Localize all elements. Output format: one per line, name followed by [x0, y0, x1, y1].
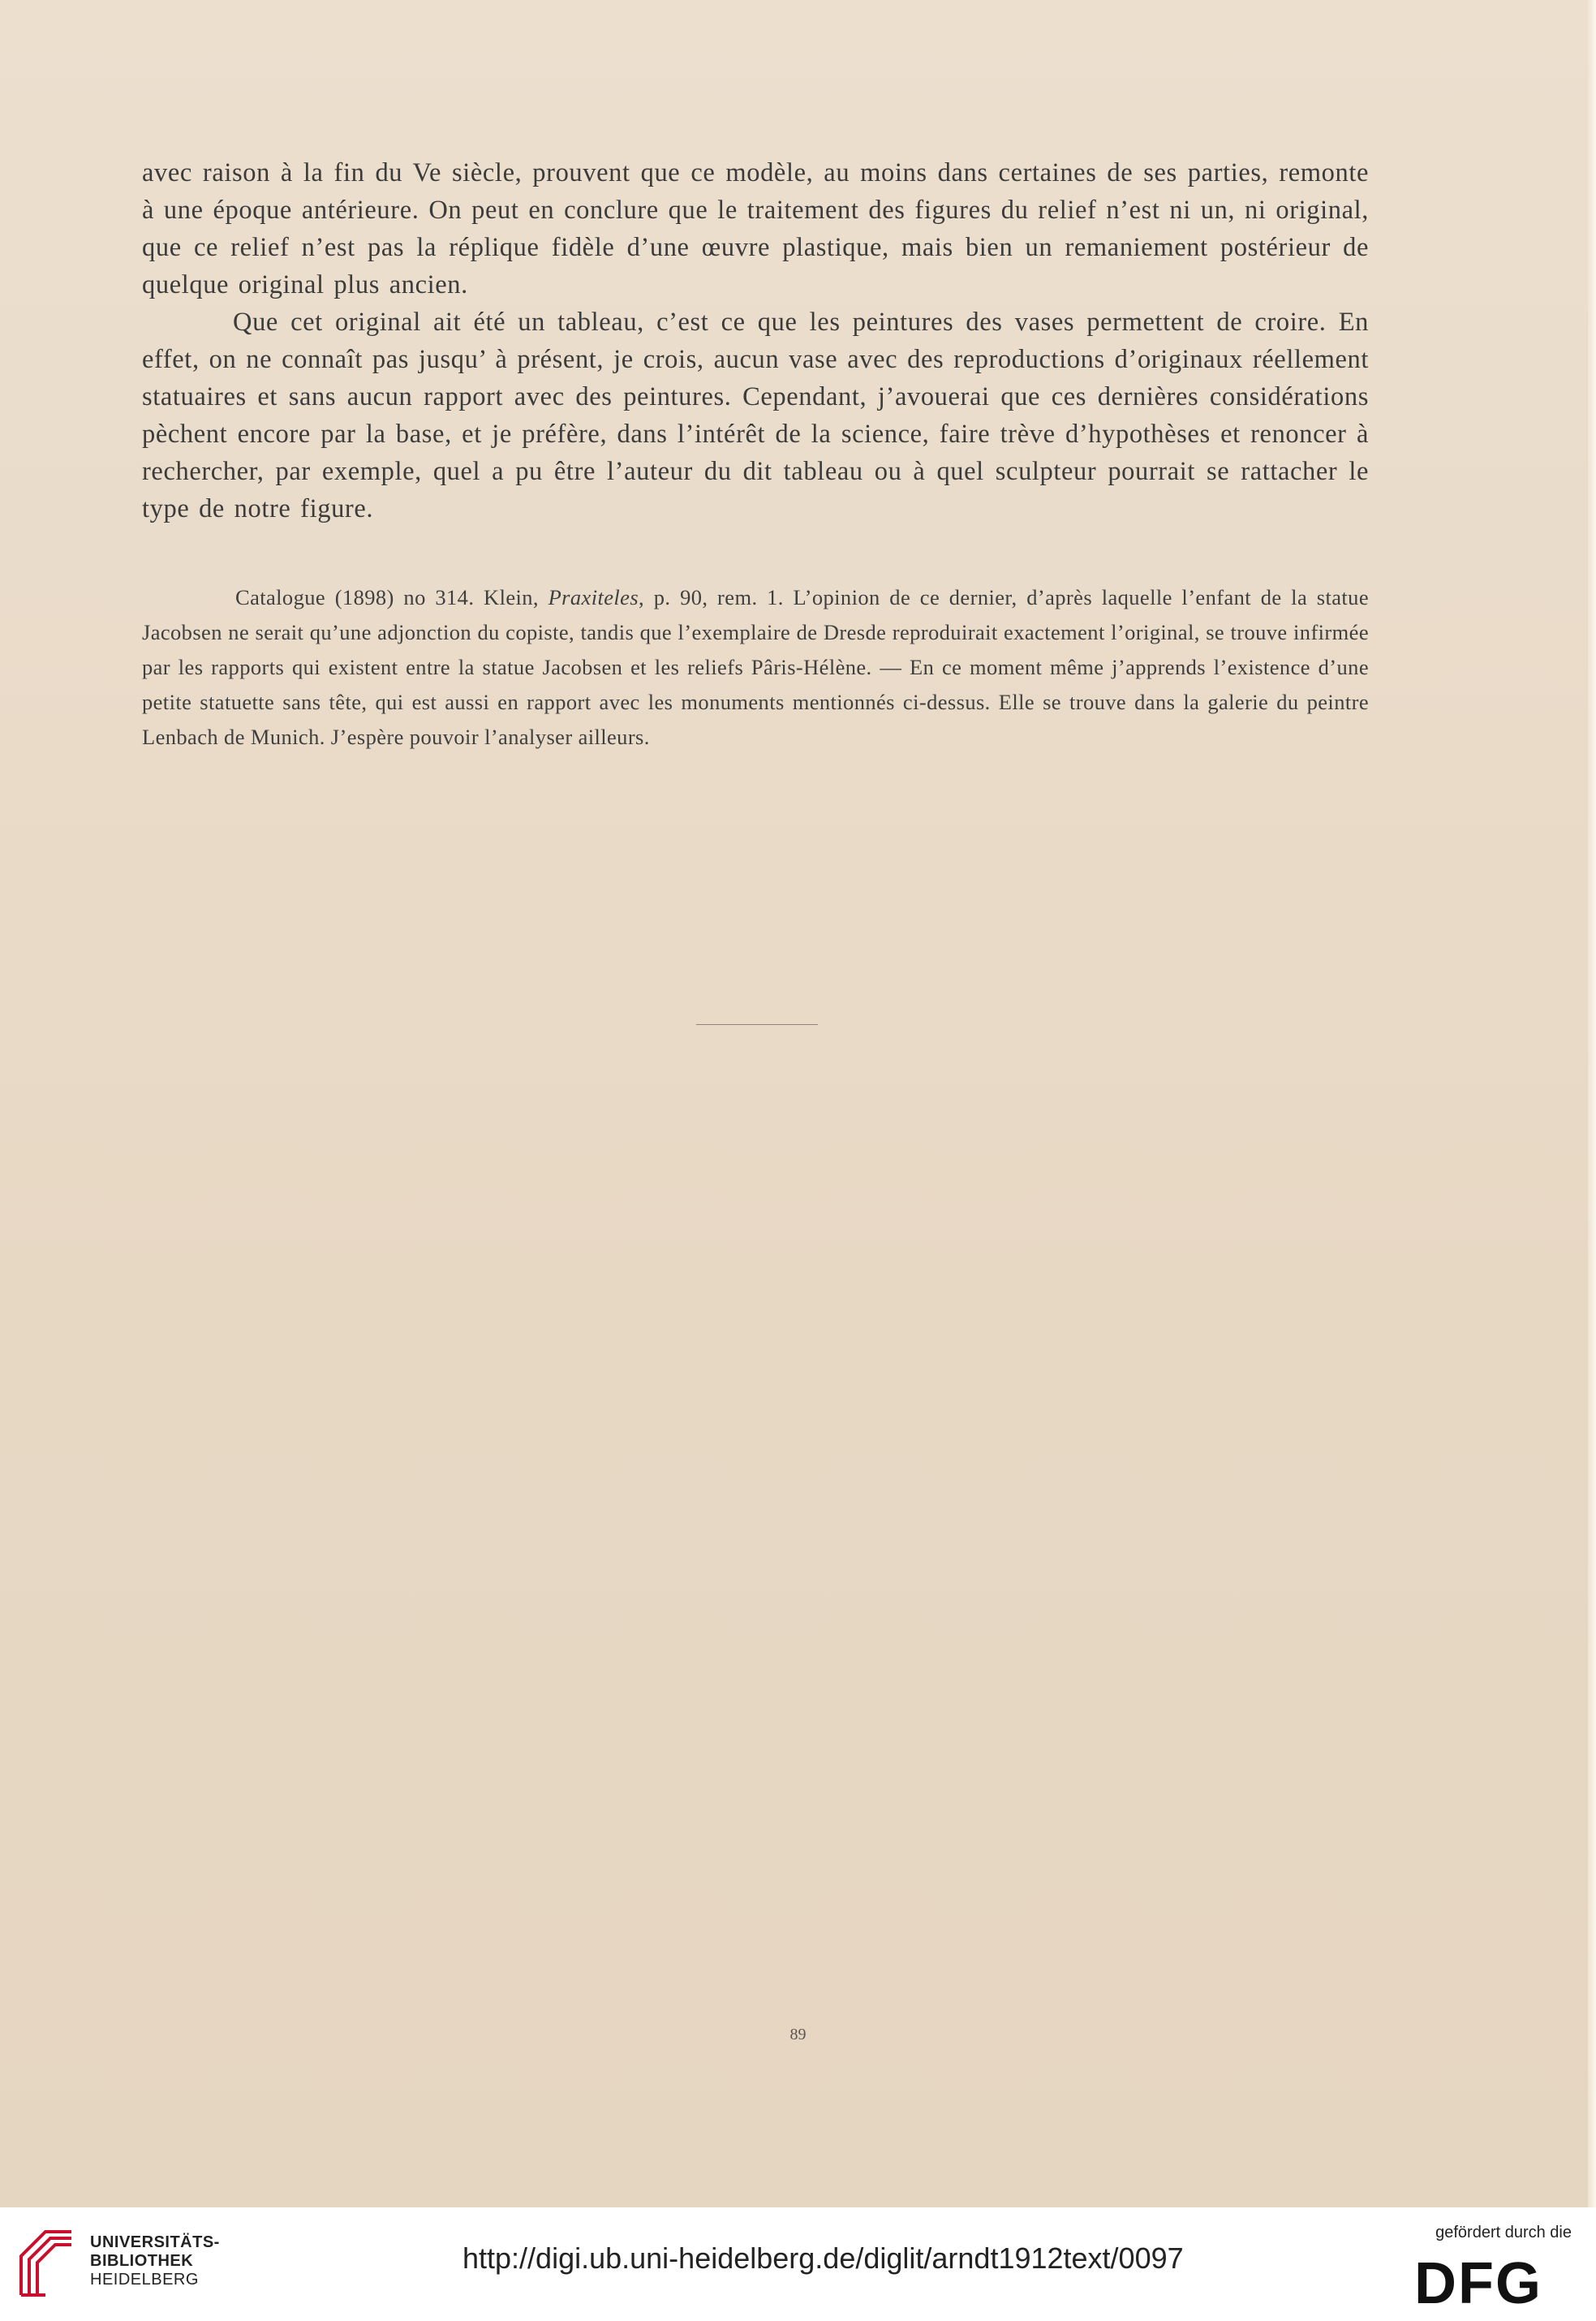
source-url-link[interactable]: http://digi.ub.uni-heidelberg.de/diglit/arndt1912text/0097: [462, 2241, 1184, 2275]
library-logo-icon: [13, 2225, 80, 2300]
footnote-text-end: , p. 90, rem. 1. L’opinion de ce dernier, d’après laquelle l’enfant de la statue Jacobsen ne serait qu’une adjonction du copiste, tandis que l’exemplaire de Dresde reproduirait exactement l’original, se trouve infirmée par les rapports qui existent entre la statue Jacobsen et les reliefs Pâris-Hélène. — En ce moment même j’apprends l’existence d’une petite statuette sans tête, qui est aussi en rapport avec les monuments mentionnés ci-dessus. Elle se trouve dans la galerie du peintre Lenbach de Munich. J’espère pouvoir l’analyser ailleurs.: [142, 585, 1369, 749]
page-edge: [1588, 0, 1596, 2207]
footnote-text-start: Catalogue (1898) no 314. Klein,: [235, 585, 548, 609]
footnote-title: Praxiteles: [548, 585, 639, 609]
footnote: [142, 580, 1369, 755]
dfg-logo-icon: [1414, 2258, 1568, 2308]
library-name-line-2: BIBLIOTHEK: [90, 2252, 194, 2270]
library-name-line-3: HEIDELBERG: [90, 2271, 199, 2289]
funder-label: gefördert durch die: [1435, 2224, 1572, 2241]
section-divider: [696, 1024, 818, 1025]
paragraph-1: avec raison à la fin du Ve siècle, prouvent que ce modèle, au moins dans certaines de ses parties, remonte à une époque antérieure. On peut en conclure que le traitement des figures du relief n’est ni un, ni original, que ce relief n’est pas la réplique fidèle d’une œuvre plastique, mais bien un remaniement postérieur de quelque original plus ancien.: [142, 158, 1369, 299]
page-number: 89: [789, 2026, 807, 2043]
library-name-line-1: UNIVERSITÄTS-: [90, 2233, 220, 2251]
library-name: [90, 2233, 220, 2289]
funder-name: DFG: [1414, 2258, 1542, 2308]
footer-bar: [0, 2207, 1596, 2321]
body-text: [142, 154, 1369, 528]
paragraph-2: Que cet original ait été un tableau, c’est ce que les peintures des vases permettent de croire. En effet, on ne connaît pas jusqu’ à présent, je crois, aucun vase avec des reproductions d’originaux réellement statuaires et sans aucun rapport avec des peintures. Cependant, j’avouerai que ces dernières considérations pèchent encore par la base, et je préfère, dans l’intérêt de la science, faire trève d’hypothèses et renoncer à rechercher, par exemple, quel a pu être l’auteur du dit tableau ou à quel sculpteur pourrait se rattacher le type de notre figure.: [142, 308, 1369, 523]
